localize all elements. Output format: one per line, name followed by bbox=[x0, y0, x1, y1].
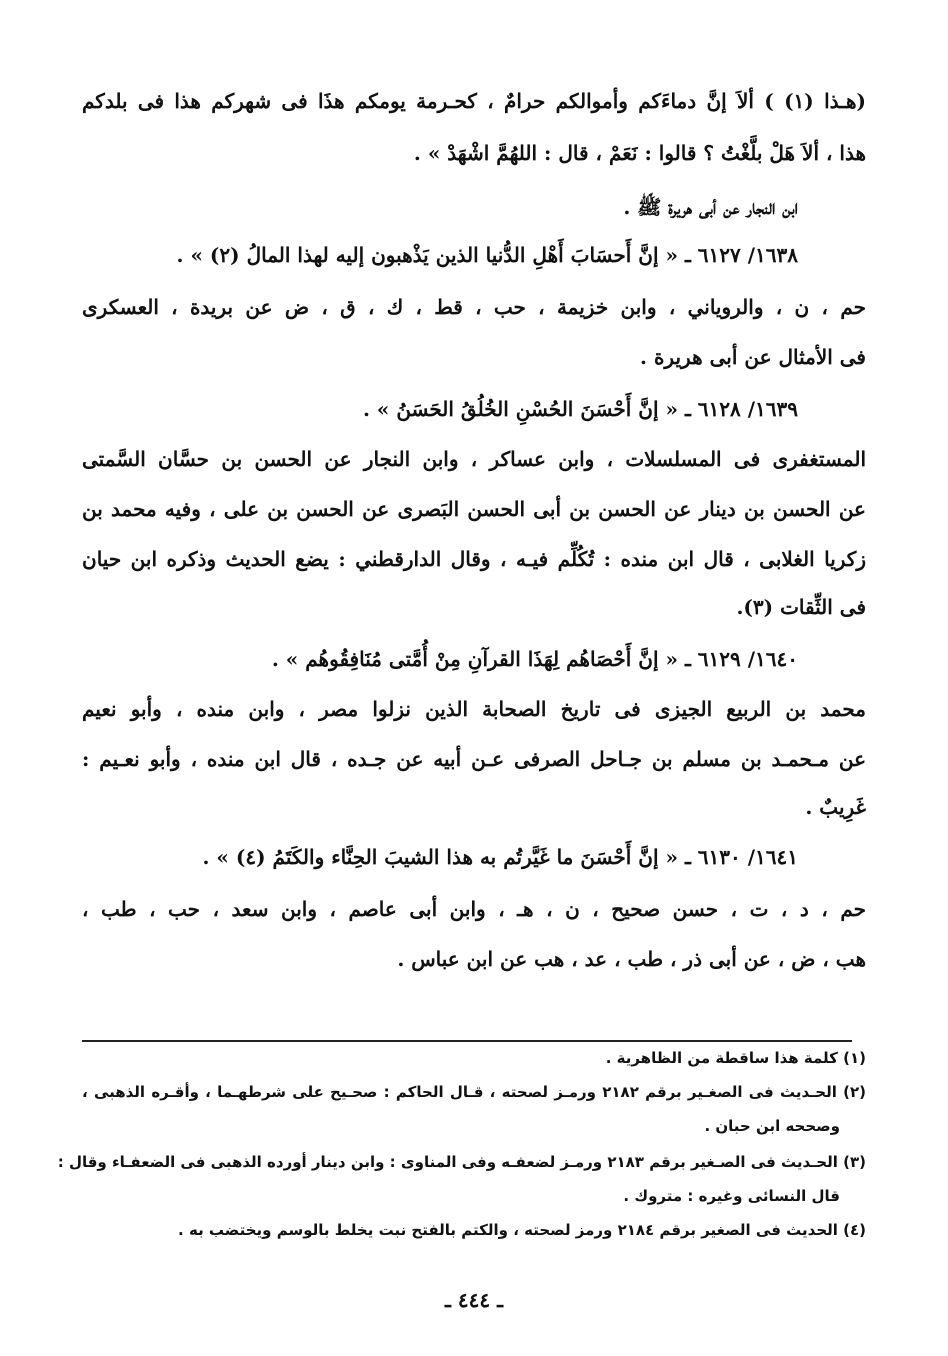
footnote-line: (٣) الحـديث فى الصـغير برقم ٢١٨٣ ورمـز لضعفـه وفى المناوى : وابن دينار أورده الذهبى فى الضعفـاء وقال : bbox=[57, 1153, 866, 1171]
text-line: حم ، ن ، والروياني ، وابن خزيمة ، حب ، قط ، ك ، ق ، ض عن بريدة ، العسكرى bbox=[82, 295, 866, 319]
footnote-line: وصححه ابن حبان . bbox=[704, 1117, 840, 1135]
text-line: ابن النجار عن أبى هريرة ﷺ . bbox=[623, 195, 798, 219]
text-line: غَرِيبٌ . bbox=[805, 795, 866, 819]
hadith-heading: ١٦٣٩/ ٦١٢٨ ـ « إنَّ أَحْسَنَ الحُسْنِ الخُلُقُ الحَسَنُ » . bbox=[362, 397, 798, 421]
footnote-line: قال النسائى وغيره : متروك . bbox=[623, 1187, 840, 1205]
text-line: فى الثِّقات (٣). bbox=[736, 595, 866, 619]
hadith-heading: ١٦٤١/ ٦١٣٠ ـ « إنَّ أَحْسَنَ ما غَيَّرتُم به هذا الشيبَ الحِنَّاء والكَتَمُ (٤) » . bbox=[202, 845, 798, 869]
hadith-heading: ١٦٤٠/ ٦١٢٩ ـ « إنَّ أَحْصَاهُم لِهَذَا القرآنِ مِنْ أُمَّتى مُنَافِقُوهُم » . bbox=[271, 647, 798, 671]
footnote-separator bbox=[82, 1040, 852, 1042]
text-line: زكريا الغلابى ، قال ابن منده : تُكُلِّم فيـه ، وقال الدارقطني : يضع الحديث وذكره ابن حيان bbox=[82, 547, 866, 571]
text-line: هب ، ض ، عن أبى ذر ، طب ، عد ، هب عن ابن عباس . bbox=[397, 947, 866, 971]
text-line: عن الحسن بن دينار عن الحسن بن أبى الحسن البَصرى عن الحسن بن على ، وفيه محمد بن bbox=[82, 497, 866, 521]
text-line: محمد بن الربيع الجيزى فى تاريخ الصحابة الذين نزلوا مصر ، وابن منده ، وأبو نعيم bbox=[82, 697, 866, 721]
text-line: فى الأمثال عن أبى هريرة . bbox=[640, 345, 866, 369]
hadith-heading: ١٦٣٨/ ٦١٢٧ ـ « إنَّ أَحسَابَ أَهْلِ الدُّنيا الذين يَذْهبون إليه لهذا المالُ (٢) » . bbox=[176, 243, 798, 267]
footnote-line: (٤) الحديث فى الصغير برقم ٢١٨٤ ورمز لصحته ، والكتم بالفتح نبت يخلط بالوسم ويختضب به . bbox=[178, 1221, 866, 1239]
text-line: المستغفرى فى المسلسلات ، وابن عساكر ، وابن النجار عن الحسن بن حسَّان السَّمتى bbox=[82, 447, 866, 471]
text-line: (هـذا (١) ) ألاَ إنَّ دماءَكم وأموالكم حرامٌ ، كحـرمة يومكم هذَا فى شهركم هذا فى بلدكم bbox=[82, 89, 866, 113]
text-line: حم ، د ، ت ، حسن صحيح ، ن ، هـ ، وابن أبى عاصم ، وابن سعد ، حب ، طب ، bbox=[82, 897, 866, 921]
footnote-line: (١) كلمة هذا ساقطة من الظاهرية . bbox=[605, 1049, 866, 1067]
text-line: عن مـحمـد بن مسلم بن جـاحل الصرفى عـن أبيه عن جـده ، قال ابن منده ، وأبو نعـيم : bbox=[82, 747, 866, 771]
page-number: ـ ٤٤٤ ـ bbox=[445, 1288, 503, 1312]
footnote-line: (٢) الحـديث فى الصغـير برقم ٢١٨٢ ورمـز لصحته ، قـال الحاكم : صحـيح على شرطهـما ، وأقـره الذهبى ، bbox=[82, 1083, 866, 1101]
text-line: هذا ، ألاَ هَلْ بلَّغْتُ ؟ قالوا : نَعَمْ ، قال : اللهُمَّ اشْهَدْ » . bbox=[413, 141, 866, 165]
